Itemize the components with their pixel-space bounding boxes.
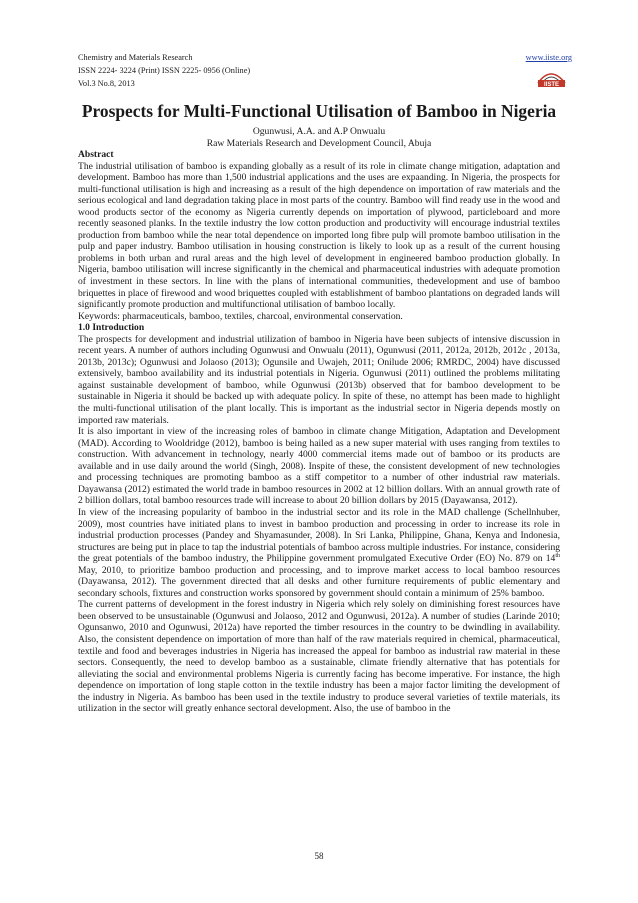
author-block <box>0 126 638 149</box>
introduction-heading: 1.0 Introduction <box>78 322 145 334</box>
page-number: 58 <box>314 851 324 861</box>
iiste-logo-icon <box>535 64 568 89</box>
intro-paragraph-3-start: In view of the increasing popularity of bamboo in the industrial sector and its role in the MAD challenge (Schellnhuber, 2009), most countries have initiated plans to invest in bamboo production and processing in order to increase its role in industrial production processes (Pandey and Shyamasunder, 2008). In Sri Lanka, Philippine, Ghana, Kenya and Indonesia, structures are being put in place to tap the industrial potentials of bamboo across multiple industries. For instance, considering the great potentials of the bamboo industry, the Philippine government promulgated Executive Order (EO) No. 879 on 14 <box>78 506 561 565</box>
paper-title: Prospects for Multi-Functional Utilisation of Bamboo in Nigeria <box>81 101 557 121</box>
affiliation: Raw Materials Research and Development Council, Abuja <box>206 138 432 149</box>
author-names: Ogunwusi, A.A. and A.P Onwualu <box>252 126 386 137</box>
journal-name: Chemistry and Materials Research <box>78 53 193 62</box>
keywords-line: Keywords: pharmaceuticals, bamboo, textiles, charcoal, environmental conservation. <box>78 310 403 322</box>
paper-body <box>78 149 560 715</box>
svg-text:IISTE: IISTE <box>543 82 560 88</box>
intro-paragraph-3 <box>78 507 560 599</box>
intro-paragraph-2: It is also important in view of the increasing roles of bamboo in climate change Mitigation, Adaptation and Development (MAD). According to Wooldridge (2012), bamboo is being hailed as a new super material with uses ranging from textiles to construction. With advancement in technology, nearly 4000 commercial items made out of bamboo or its products are available and in use daily around the world (Singh, 2008). Inspite of these, the consistent development of new technologies and processing techniques are promoting bamboo as a stiff competitor to a number of other industrial raw materials. Dayawansa (2012) estimated the world trade in bamboo resources in 2002 at 12 billion dollars. With an annual growth rate of 2 billion dollars, total bamboo resources trade will increase to about 20 billion dollars by 2015 (Dayawansa, 2012). <box>78 426 560 507</box>
abstract-heading: Abstract <box>78 149 114 160</box>
journal-url-link[interactable]: www.iiste.org <box>525 53 572 62</box>
issn-line: ISSN 2224- 3224 (Print) ISSN 2225- 0956 (Online) <box>78 66 251 75</box>
ordinal-suffix: th <box>555 552 560 559</box>
intro-paragraph-4: The current patterns of development in the forest industry in Nigeria which rely solely on diminishing forest resources have been observed to be unsustainable (Ogunwusi and Jolaoso, 2012 and Ogunwusi, 2012a). A number of studies (Larinde 2010; Ogunsanwo, 2010 and Ogunwusi, 2012a) have reported the timber resources in the country to be dwindling in availability. Also, the consistent dependence on importation of more than half of the raw materials required in chemical, pharmaceutical, textile and food and beverages industries in Nigeria has increased the appeal for bamboo as industrial raw material in these sectors. Consequently, the need to develop bamboo as a sustainable, climate friendly alternative that has potentials for alleviating the social and environmental problems Nigeria is currently facing has become imperative. For instance, the high dependence on importation of long staple cotton in the textile industry has been a major factor limiting the development of the industry in Nigeria. As bamboo has been used in the textile industry to produce several varieties of textile materials, its utilization in the sector will greatly enhance sectoral development. Also, the use of bamboo in the <box>78 599 560 715</box>
intro-paragraph-1: The prospects for development and industrial utilization of bamboo in Nigeria have been subjects of intensive discussion in recent years. A number of authors including Ogunwusi and Onwualu (2011), Ogunwusi (2011, 2012a, 2012b, 2012c , 2013a, 2013b, 2013c); Ogunwusi and Jolaoso (2013); Ogunsile and Uwajeh, 2011; Onilude 2006; RMRDC, 2004) have discussed extensively, bamboo availability and its industrial potentials in Nigeria. Ogunwusi (2011) outlined the problems militating against sustainable development of bamboo, while Ogunwusi (2013b) observed that for bamboo development to be sustainable in Nigeria it should be backed up with adequate policy. In spite of these, no attempt has been made to highlight the multi-functional utilisation of the plant locally. This is important as the industrial sector in Nigeria depends mostly on imported raw materials. <box>78 333 560 426</box>
abstract-text: The industrial utilisation of bamboo is expanding globally as a result of its role in climate change mitigation, adaptation and development. Bamboo has more than 1,500 industrial applications and the uses are expaanding. In Nigeria, the prospects for multi-functional utilisation is high and increasing as a result of the high dependence on importation of raw materials and the serious ecological and land degradation taking place in most parts of the country. Bamboo will find ready use in the wood and wood products sector of the economy as Nigeria currently depends on importation of plywood, particleboard and more recently seasoned planks. In the textile industry the low cotton production and productivity will encourage industrial textiles production from bamboo while the near total dependence on imported long fibre pulp will promote bamboo utilisation in the pulp and paper industry. Bamboo utilisation in housing construction is likely to look up as a result of the current housing problems in both urban and rural areas and the high level of development in engineered bamboo production globally. In Nigeria, bamboo utilisation will increse significantly in the chemical and pharmaceutical industries with adequate promotion of investment in these sectors. In line with the plans of international communities, thedevelopment and use of bamboo briquettes in place of firewood and wood briquettes coupled with establishment of bamboo plantations on degraded lands will significantly promote production and multifunctional utilisation of bamboo locally. <box>78 160 560 311</box>
intro-paragraph-3-end: May, 2010, to prioritize bamboo production and processing, and to improve market access to local bamboo resources (Dayawansa, 2012). The government directed that all desks and other furniture requirements of public elementary and secondary schools, fixtures and construction works sponsored by government should contain a minimum of 25% bamboo. <box>78 564 560 599</box>
volume-line: Vol.3 No.8, 2013 <box>78 79 135 88</box>
